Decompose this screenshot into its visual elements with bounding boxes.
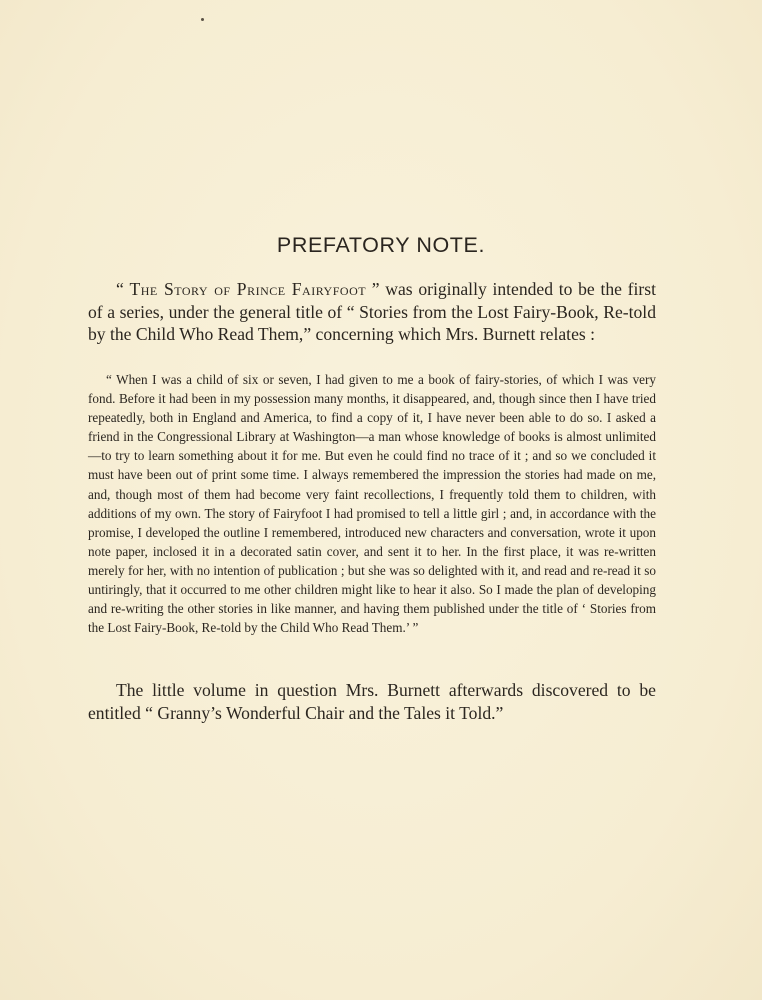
intro-paragraph — [88, 278, 656, 346]
page-title: PREFATORY NOTE. — [276, 233, 486, 257]
story-title: The Story of Prince Fairyfoot — [129, 279, 367, 299]
block-quotation: “ When I was a child of six or seven, I had given to me a book of fairy-stories, of which I was very fond. Before it had been in my possession many months, it disappeared, and, though since then I have tried repeatedly, both in England and America, to find a copy of it, I have never been able to do so. I asked a friend in the Congressional Library at Washington—a man whose knowledge of books is almost unlimited—to try to learn something about it for me. But even he could find no trace of it ; and so we concluded it must have been out of print some time. I always remembered the impression the stories had made on me, and, though most of them had become very faint recollections, I frequently told them to children, with additions of my own. The story of Fairyfoot I had promised to tell a little girl ; and, in accordance with the promise, I developed the outline I remembered, introduced new characters and conversation, wrote it upon note paper, inclosed it in a decorated satin cover, and sent it to her. In the first place, it was re-written merely for her, with no intention of publication ; but she was so delighted with it, and read and re-read it so untiringly, that it occurred to me other children might like to hear it also. So I made the plan of developing and re-writing the other stories in like manner, and having them published under the title of ‘ Stories from the Lost Fairy-Book, Re-told by the Child Who Read Them.’ ” — [88, 372, 656, 636]
closing-paragraph: The little volume in question Mrs. Burnett afterwards discovered to be entitled “ Granny’s Wonderful Chair and the Tales it Told.” — [88, 680, 656, 723]
intro-text: ” was originally intended to be the first of a series, under the general title of “ Stories from the Lost Fairy-Book, Re-told by the Child Who Read Them,” concerning which Mrs. Burnett relates : — [88, 279, 656, 344]
ink-speck — [201, 18, 204, 21]
intro-open-quote: “ — [116, 279, 130, 299]
